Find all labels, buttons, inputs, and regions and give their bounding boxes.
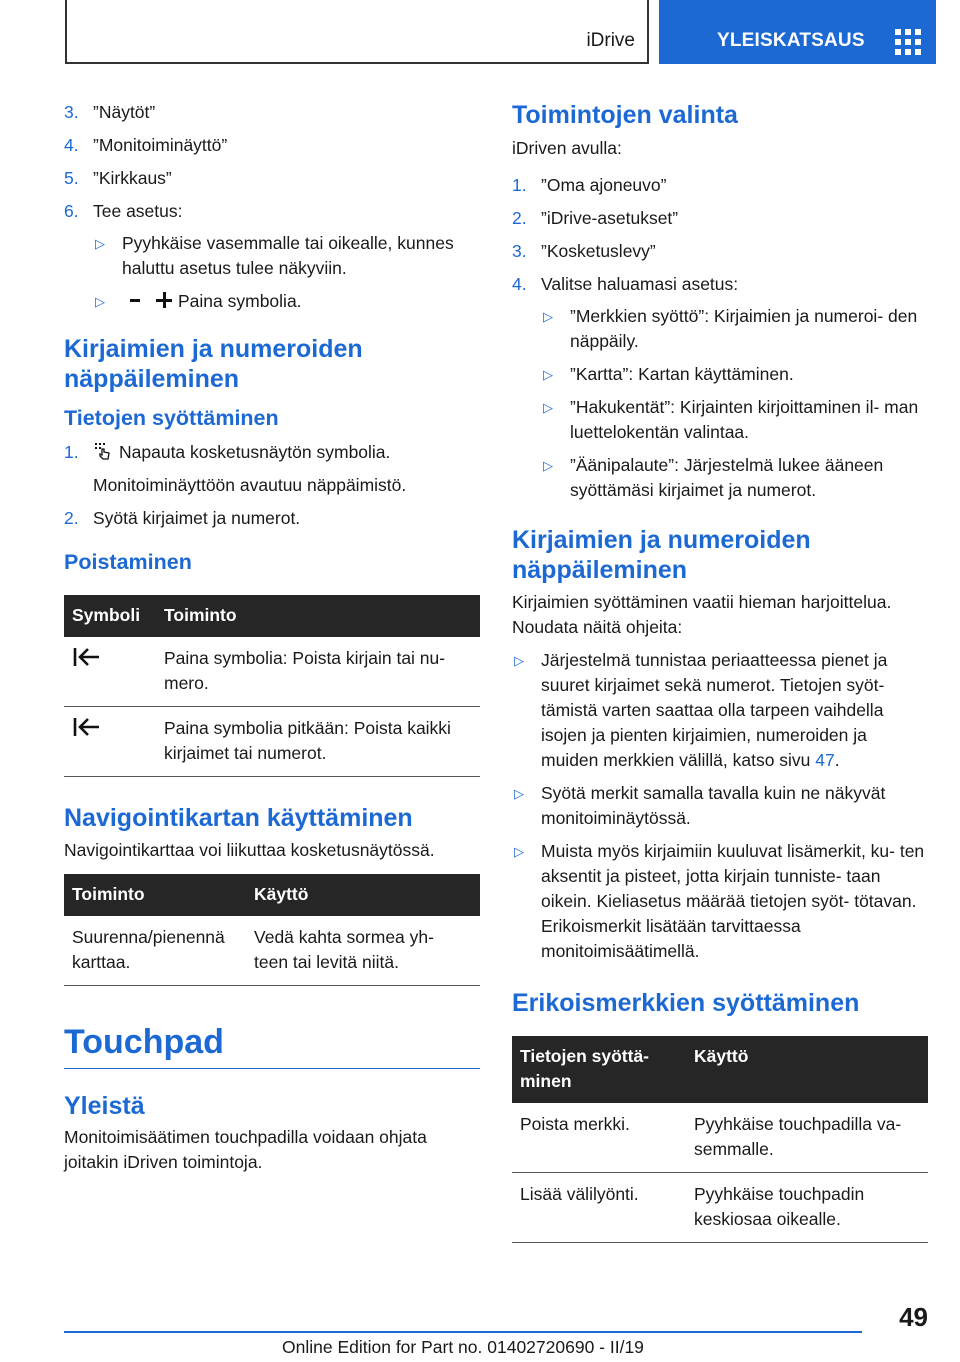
heading-special-characters: Erikoismerkkien syöttäminen [512, 989, 860, 1017]
step-number: 1. [512, 175, 527, 195]
table-cell: Vedä kahta sormea yh- teen tai levitä niitä. [246, 916, 480, 986]
grid-menu-icon[interactable] [895, 29, 921, 55]
bullet-item [541, 362, 928, 387]
step-number: 2. [64, 508, 79, 528]
special-table [512, 1036, 928, 1243]
step-number: 6. [64, 201, 79, 221]
table-header: Toiminto [156, 595, 480, 637]
step-text: ”Oma ajoneuvo” [541, 175, 667, 195]
heading-delete: Poistaminen [64, 550, 192, 574]
step-text: ”Kosketuslevy” [541, 241, 656, 261]
step-number: 1. [64, 442, 79, 462]
header-chapter-box[interactable] [659, 0, 936, 64]
table-cell: Suurenna/pienennä karttaa. [64, 916, 246, 986]
page-link[interactable]: 47 [815, 750, 835, 770]
bullet-item [512, 781, 928, 831]
step-number: 3. [64, 102, 79, 122]
step-number: 3. [512, 241, 527, 261]
backspace-icon [72, 646, 102, 668]
table-header: Symboli [64, 595, 156, 637]
input-steps-list [64, 440, 480, 531]
table-row [64, 916, 480, 986]
minus-icon [130, 299, 140, 302]
table-cell [64, 637, 156, 707]
bullet-text: Paina symbolia. [178, 291, 302, 311]
table-row [512, 1173, 928, 1243]
step-number: 4. [512, 274, 527, 294]
bullet-text: Järjestelmä tunnistaa periaatteessa pienet ja suuret kirjaimet sekä numerot. Tietojen syöt- tämistä varten saattaa olla tarpeen vaihdella isojen ja pienten kirjaimien, numeroiden ja muiden merkkien välillä, katso sivu [541, 650, 888, 770]
triangle-bullet-icon: ▷ [543, 309, 553, 324]
bullet-item [93, 231, 480, 281]
footer-divider [64, 1331, 862, 1333]
step-number: 2. [512, 208, 527, 228]
entry-intro-text: Kirjaimien syöttäminen vaatii hieman harjoittelua. Noudata näitä ohjeita: [512, 592, 892, 637]
triangle-bullet-icon: ▷ [95, 236, 105, 251]
table-cell: Pyyhkäise touchpadin keskiosaa oikealle. [686, 1173, 928, 1243]
bullet-item [512, 648, 928, 773]
bullet-text: Pyyhkäise vasemmalle tai oikealle, kunnes haluttu asetus tulee näkyviin. [122, 233, 454, 278]
step-text: ”iDrive-asetukset” [541, 208, 679, 228]
bullet-item [93, 289, 480, 314]
header-chapter-title[interactable]: YLEISKATSAUS [717, 30, 865, 51]
triangle-bullet-icon: ▷ [514, 844, 524, 859]
left-column [64, 100, 480, 1175]
bullet-text: ”Hakukentät”: Kirjainten kirjoittaminen il- man luettelokentän valintaa. [570, 397, 919, 442]
table-header: Toiminto [64, 874, 246, 916]
list-item [64, 166, 480, 191]
table-header: Käyttö [246, 874, 480, 916]
right-column [512, 100, 928, 1243]
heading-data-input: Tietojen syöttäminen [64, 406, 279, 430]
step-text: ”Näytöt” [93, 102, 156, 122]
table-cell: Lisää välilyönti. [512, 1173, 686, 1243]
general-text: Monitoimisäätimen touchpadilla voidaan ohjata joitakin iDriven toimintoja. [64, 1127, 427, 1172]
triangle-bullet-icon: ▷ [95, 294, 105, 309]
backspace-icon [72, 716, 102, 738]
step-number: 4. [64, 135, 79, 155]
list-item [64, 506, 480, 531]
header-section-box [65, 0, 649, 64]
delete-table [64, 595, 480, 777]
table-cell: Pyyhkäise touchpadilla va- semmalle. [686, 1103, 928, 1173]
heading-general: Yleistä [64, 1092, 145, 1120]
bullet-text: ”Äänipalaute”: Järjestelmä lukee ääneen syöttämäsi kirjaimet ja numerot. [570, 455, 884, 500]
settings-bullets [93, 231, 480, 314]
list-item [64, 440, 480, 498]
list-item [512, 173, 928, 198]
list-item [64, 100, 480, 125]
triangle-bullet-icon: ▷ [514, 786, 524, 801]
step-text: Napauta kosketusnäytön symbolia. [119, 442, 391, 462]
table-header: Käyttö [686, 1036, 928, 1103]
step-text: Syötä kirjaimet ja numerot. [93, 508, 301, 528]
list-item [512, 272, 928, 503]
triangle-bullet-icon: ▷ [543, 367, 553, 382]
step-number: 5. [64, 168, 79, 188]
list-item [512, 206, 928, 231]
bullet-item [541, 304, 928, 354]
footer-edition: Online Edition for Part no. 01402720690 - II/19 [282, 1337, 644, 1357]
entry-bullets [512, 648, 928, 964]
nav-table [64, 874, 480, 986]
settings-steps-list [64, 100, 480, 314]
plus-icon [156, 292, 172, 308]
bullet-item [541, 453, 928, 503]
heading-select-functions: Toimintojen valinta [512, 101, 738, 129]
page-number: 49 [899, 1302, 928, 1332]
keyboard-touch-icon [93, 442, 111, 460]
nav-intro-text: Navigointikarttaa voi liikuttaa kosketusnäytössä. [64, 840, 435, 860]
step-subtext: Monitoiminäyttöön avautuu näppäimistö. [93, 475, 407, 495]
bullet-item [541, 395, 928, 445]
heading-character-entry-right: Kirjaimien ja numeroiden näppäileminen [512, 526, 811, 584]
heading-character-entry: Kirjaimien ja numeroiden näppäileminen [64, 335, 363, 393]
select-intro-text: iDriven avulla: [512, 138, 622, 158]
bullet-text-end: . [834, 750, 840, 770]
table-cell: Paina symbolia pitkään: Poista kaikki kirjaimet tai numerot. [156, 707, 480, 777]
list-item [64, 133, 480, 158]
heading-navigation-map: Navigointikartan käyttäminen [64, 804, 413, 832]
table-cell: Paina symbolia: Poista kirjain tai nu- mero. [156, 637, 480, 707]
table-header: Tietojen syöttä- minen [512, 1036, 686, 1103]
table-row [64, 637, 480, 707]
table-row [64, 707, 480, 777]
step-text: Tee asetus: [93, 201, 183, 221]
bullet-item [512, 839, 928, 964]
triangle-bullet-icon: ▷ [514, 653, 524, 668]
triangle-bullet-icon: ▷ [543, 400, 553, 415]
bullet-text: Syötä merkit samalla tavalla kuin ne näkyvät monitoiminäytössä. [541, 783, 886, 828]
bullet-text: ”Kartta”: Kartan käyttäminen. [570, 364, 794, 384]
step-text: ”Kirkkaus” [93, 168, 172, 188]
step-text: ”Monitoiminäyttö” [93, 135, 228, 155]
table-row [512, 1103, 928, 1173]
bullet-text: Muista myös kirjaimiin kuuluvat lisämerkit, ku- ten aksentit ja pisteet, jotta kirjain tunniste- taan oikein. Kieliasetus määrää tietojen syöt- tötavan. Erikoismerkit lisätään tarvittaessa monitoimisäätimellä. [541, 841, 925, 961]
bullet-text: ”Merkkien syöttö”: Kirjaimien ja numeroi- den näppäily. [570, 306, 918, 351]
select-bullets [541, 304, 928, 503]
list-item [512, 239, 928, 264]
header-section-title: iDrive [586, 30, 635, 51]
step-text: Valitse haluamasi asetus: [541, 274, 739, 294]
triangle-bullet-icon: ▷ [543, 458, 553, 473]
table-cell: Poista merkki. [512, 1103, 686, 1173]
select-steps-list [512, 173, 928, 503]
list-item [64, 199, 480, 314]
table-cell [64, 707, 156, 777]
heading-touchpad: Touchpad [64, 1022, 480, 1069]
